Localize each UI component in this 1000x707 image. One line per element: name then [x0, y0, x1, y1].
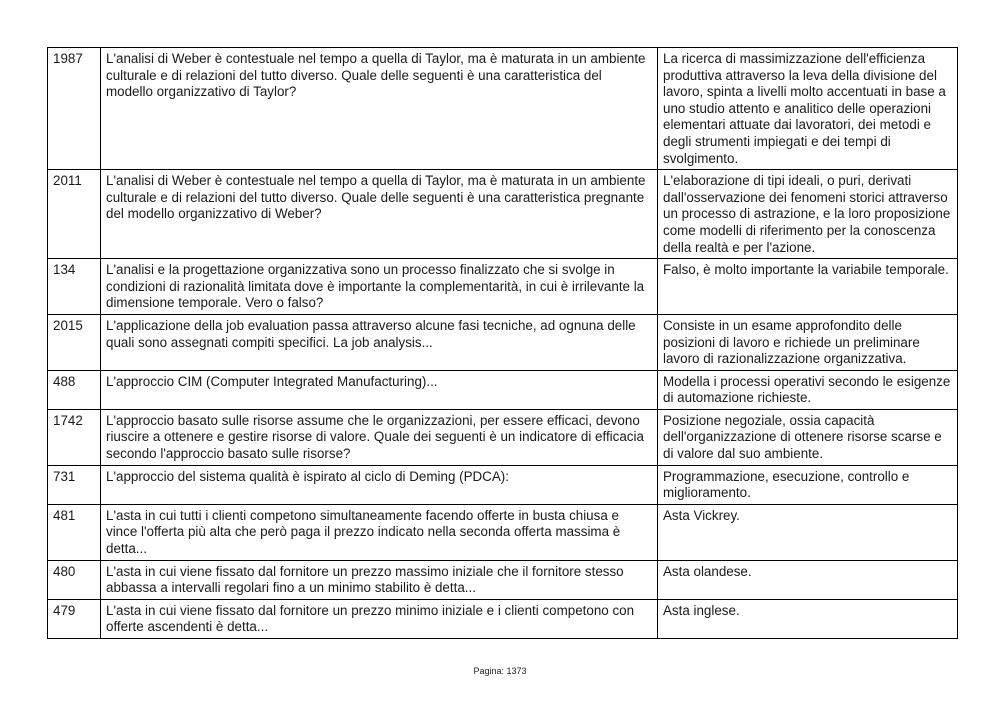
question-cell: L'asta in cui viene fissato dal fornitore un prezzo massimo iniziale che il fornitore stesso abbassa a intervalli regolari fino a un minimo stabilito è detta... — [101, 560, 658, 599]
answer-cell: Modella i processi operativi secondo le esigenze di automazione richieste. — [658, 370, 958, 409]
question-id-cell: 1987 — [48, 48, 101, 170]
table-body — [48, 48, 958, 639]
answer-cell: Falso, è molto importante la variabile temporale. — [658, 259, 958, 315]
table-row — [48, 599, 958, 638]
question-cell: L'analisi di Weber è contestuale nel tempo a quella di Taylor, ma è maturata in un ambiente culturale e di relazioni del tutto diverso. Quale delle seguenti è una caratteristica del modello organizzativo di Taylor? — [101, 48, 658, 170]
question-cell: L'asta in cui tutti i clienti competono simultaneamente facendo offerte in busta chiusa e vince l'offerta più alta che però paga il prezzo indicato nella seconda offerta massima è detta... — [101, 504, 658, 560]
answer-cell: Posizione negoziale, ossia capacità dell'organizzazione di ottenere risorse scarse e di valore dal suo ambiente. — [658, 409, 958, 465]
question-id-cell: 480 — [48, 560, 101, 599]
question-cell: L'approccio basato sulle risorse assume che le organizzazioni, per essere efficaci, devono riuscire a ottenere e gestire risorse di valore. Quale dei seguenti è un indicatore di efficacia secondo l'approccio basato sulle risorse? — [101, 409, 658, 465]
table-row — [48, 504, 958, 560]
question-id-cell: 488 — [48, 370, 101, 409]
table-row — [48, 259, 958, 315]
table-row — [48, 465, 958, 504]
question-cell: L'approccio CIM (Computer Integrated Manufacturing)... — [101, 370, 658, 409]
question-cell: L'analisi di Weber è contestuale nel tempo a quella di Taylor, ma è maturata in un ambiente culturale e di relazioni del tutto diverso. Quale delle seguenti è una caratteristica pregnante del modello organizzativo di Weber? — [101, 170, 658, 259]
question-id-cell: 481 — [48, 504, 101, 560]
question-cell: L'approccio del sistema qualità è ispirato al ciclo di Deming (PDCA): — [101, 465, 658, 504]
question-cell: L'asta in cui viene fissato dal fornitore un prezzo minimo iniziale e i clienti competono con offerte ascendenti è detta... — [101, 599, 658, 638]
question-cell: L'applicazione della job evaluation passa attraverso alcune fasi tecniche, ad ognuna delle quali sono assegnati compiti specifici. La job analysis... — [101, 314, 658, 370]
answer-cell: Programmazione, esecuzione, controllo e miglioramento. — [658, 465, 958, 504]
table-row — [48, 409, 958, 465]
table-row — [48, 314, 958, 370]
answer-cell: Asta inglese. — [658, 599, 958, 638]
table-row — [48, 170, 958, 259]
table-row — [48, 370, 958, 409]
question-id-cell: 2011 — [48, 170, 101, 259]
table-row — [48, 48, 958, 170]
question-id-cell: 134 — [48, 259, 101, 315]
answer-cell: La ricerca di massimizzazione dell'efficienza produttiva attraverso la leva della divisione del lavoro, spinta a livelli molto accentuati in base a uno studio attento e analitico delle operazioni elementari attuate dai lavoratori, dei metodi e degli strumenti impiegati e dei tempi di svolgimento. — [658, 48, 958, 170]
question-id-cell: 731 — [48, 465, 101, 504]
answer-cell: Consiste in un esame approfondito delle posizioni di lavoro e richiede un preliminare lavoro di razionalizzazione organizzativa. — [658, 314, 958, 370]
answer-cell: Asta olandese. — [658, 560, 958, 599]
question-id-cell: 1742 — [48, 409, 101, 465]
question-answer-table — [47, 47, 958, 639]
answer-cell: L'elaborazione di tipi ideali, o puri, derivati dall'osservazione dei fenomeni storici attraverso un processo di astrazione, e la loro proposizione come modelli di riferimento per la conoscenza della realtà e per l'azione. — [658, 170, 958, 259]
table-row — [48, 560, 958, 599]
answer-cell: Asta Vickrey. — [658, 504, 958, 560]
page-footer — [0, 666, 1000, 676]
page-number: Pagina: 1373 — [473, 666, 527, 676]
question-cell: L'analisi e la progettazione organizzativa sono un processo finalizzato che si svolge in condizioni di razionalità limitata dove è importante la complementarità, in cui è irrilevante la dimensione temporale. Vero o falso? — [101, 259, 658, 315]
question-id-cell: 2015 — [48, 314, 101, 370]
question-id-cell: 479 — [48, 599, 101, 638]
